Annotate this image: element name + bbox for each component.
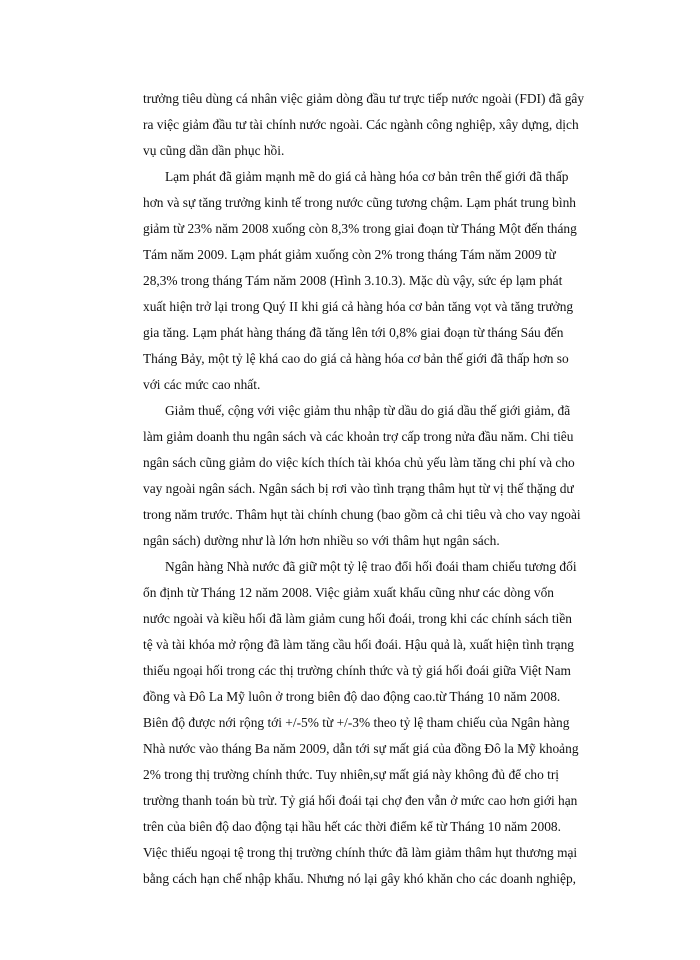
text-line: Tám năm 2009. Lạm phát giảm xuống còn 2% trong tháng Tám năm 2009 từ — [143, 247, 556, 262]
paragraph — [143, 398, 581, 554]
text-line: Giảm thuế, cộng với việc giảm thu nhập từ dầu do giá dầu thế giới giảm, đã — [165, 403, 571, 418]
text-line: đồng và Đô La Mỹ luôn ở trong biên độ dao động cao.từ Tháng 10 năm 2008. — [143, 689, 561, 704]
paragraph — [143, 164, 577, 398]
text-line: nước ngoài và kiều hối đã làm giảm cung hối đoái, trong khi các chính sách tiền — [143, 611, 572, 626]
text-line: trường thanh toán bù trừ. Tỷ giá hối đoái tại chợ đen vẫn ở mức cao hơn giới hạn — [143, 793, 578, 808]
text-line: tệ và tài khóa mở rộng đã làm tăng cầu hối đoái. Hậu quả là, xuất hiện tình trạng — [143, 637, 574, 652]
paragraph — [143, 86, 585, 164]
text-line: gia tăng. Lạm phát hàng tháng đã tăng lên tới 0,8% giai đoạn từ tháng Sáu đến — [143, 325, 564, 340]
text-line: ổn định từ Tháng 12 năm 2008. Việc giảm xuất khẩu cũng như các dòng vốn — [143, 585, 554, 600]
text-line: Tháng Bảy, một tỷ lệ khá cao do giá cả hàng hóa cơ bản thế giới đã thấp hơn so — [143, 351, 569, 366]
text-line: Việc thiếu ngoại tệ trong thị trường chính thức đã làm giảm thâm hụt thương mại — [143, 845, 578, 860]
text-line: ra việc giảm đầu tư tài chính nước ngoài. Các ngành công nghiệp, xây dựng, dịch — [143, 117, 579, 132]
text-line: Lạm phát đã giảm mạnh mẽ do giá cả hàng hóa cơ bản trên thế giới đã thấp — [165, 169, 569, 184]
text-line: 28,3% trong tháng Tám năm 2008 (Hình 3.10.3). Mặc dù vậy, sức ép lạm phát — [143, 273, 563, 288]
text-line: trên của biên độ dao động tại hầu hết các thời điểm kể từ Tháng 10 năm 2008. — [143, 819, 561, 834]
text-line: với các mức cao nhất. — [143, 377, 261, 392]
text-line: trưởng tiêu dùng cá nhân việc giảm dòng đầu tư trực tiếp nước ngoài (FDI) đã gây — [143, 91, 585, 106]
text-line: vay ngoài ngân sách. Ngân sách bị rơi vào tình trạng thâm hụt từ vị thế thặng dư — [143, 481, 574, 496]
text-line: giảm từ 23% năm 2008 xuống còn 8,3% trong giai đoạn từ Tháng Một đến tháng — [143, 221, 577, 236]
text-line: thiếu ngoại hối trong các thị trường chính thức và tỷ giá hối đoái giữa Việt Nam — [143, 663, 571, 678]
text-line: hơn và sự tăng trưởng kinh tế trong nước cũng tương chậm. Lạm phát trung bình — [143, 195, 576, 210]
text-line: trong năm trước. Thâm hụt tài chính chung (bao gồm cả chi tiêu và cho vay ngoài — [143, 507, 581, 522]
text-line: ngân sách) dường như là lớn hơn nhiều so với thâm hụt ngân sách. — [143, 533, 500, 548]
text-line: làm giảm doanh thu ngân sách và các khoản trợ cấp trong nửa đầu năm. Chi tiêu — [143, 429, 574, 444]
text-line: xuất hiện trở lại trong Quý II khi giá cả hàng hóa cơ bản tăng vọt và tăng trưởng — [143, 299, 574, 314]
paragraph — [143, 554, 579, 892]
document-page — [143, 86, 585, 892]
text-line: 2% trong thị trường chính thức. Tuy nhiên,sự mất giá này không đủ để cho trị — [143, 767, 560, 782]
text-line: vụ cũng dần dần phục hồi. — [143, 143, 285, 158]
text-line: Ngân hàng Nhà nước đã giữ một tỷ lệ trao đổi hối đoái tham chiếu tương đối — [165, 559, 577, 574]
text-line: Biên độ được nới rộng tới +/-5% từ +/-3% theo tỷ lệ tham chiếu của Ngân hàng — [143, 715, 570, 730]
text-line: bằng cách hạn chế nhập khẩu. Nhưng nó lại gây khó khăn cho các doanh nghiệp, — [143, 871, 577, 886]
text-line: ngân sách cũng giảm do việc kích thích tài khóa chủ yếu làm tăng chi phí và cho — [143, 455, 575, 470]
text-line: Nhà nước vào tháng Ba năm 2009, dẫn tới sự mất giá của đồng Đô la Mỹ khoảng — [143, 741, 579, 756]
